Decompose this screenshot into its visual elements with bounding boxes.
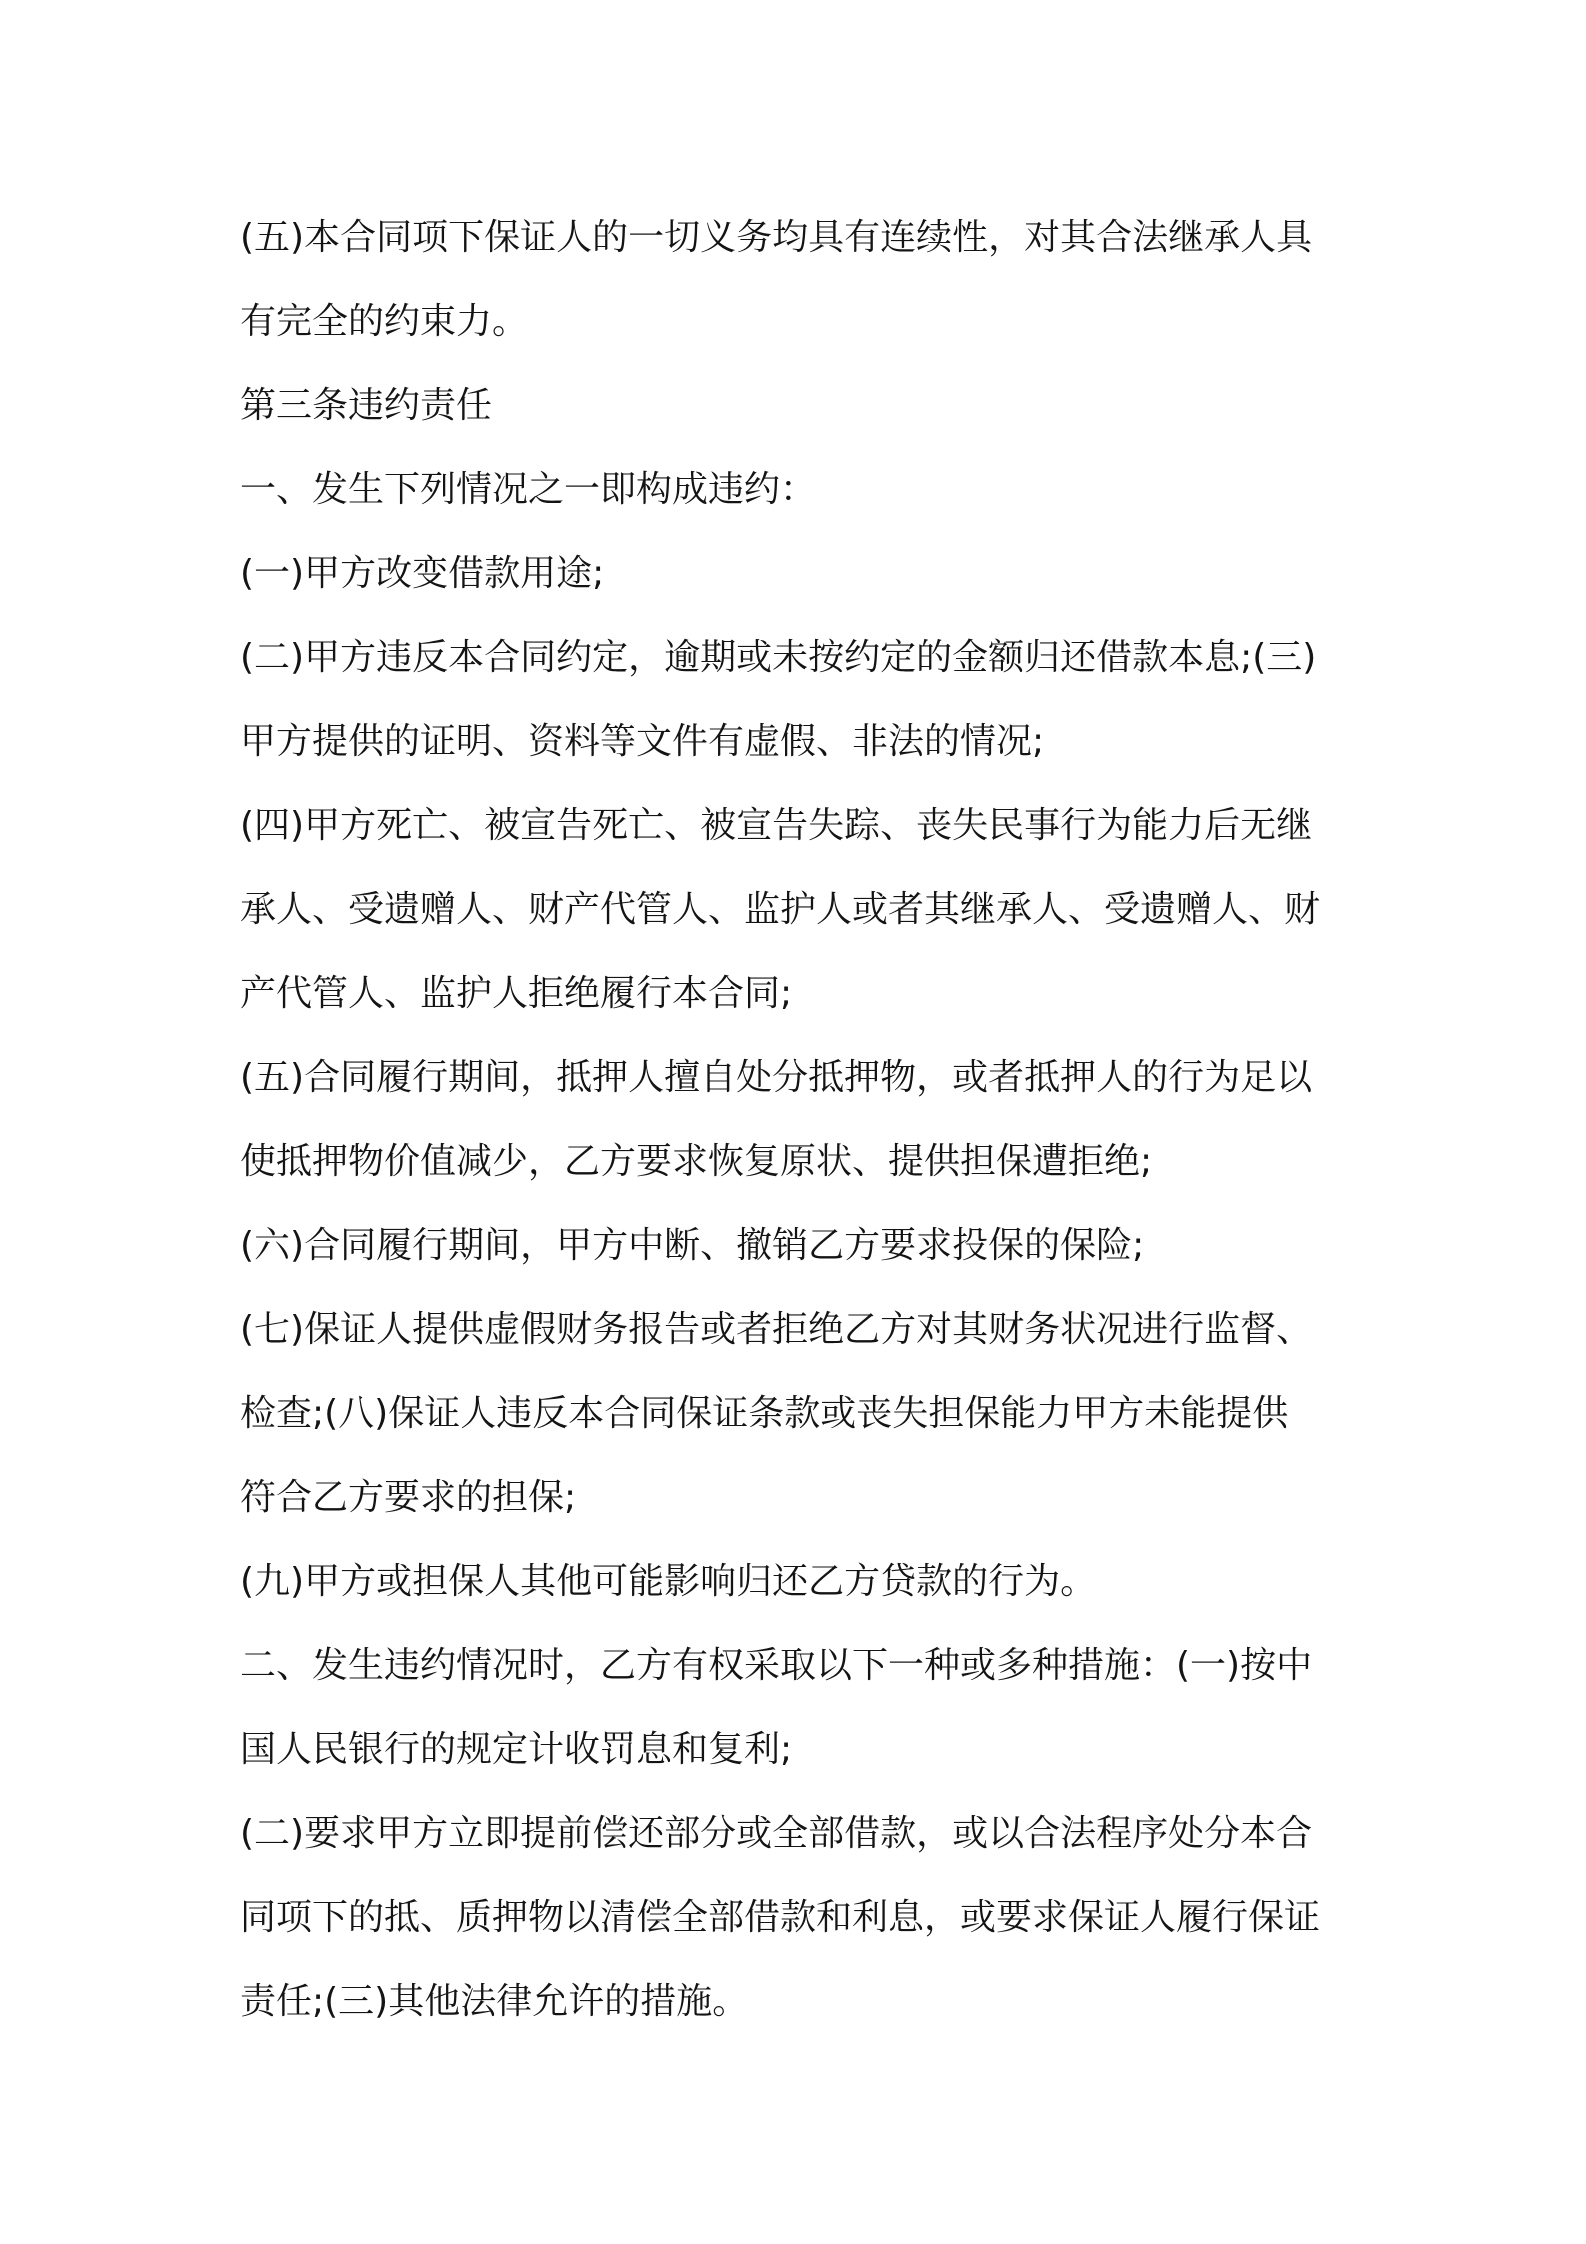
text-line-remedies-intro-2: 国人民银行的规定计收罚息和复利; [240, 1729, 793, 1770]
text-line-remedy-3: 责任;(三)其他法律允许的措施。 [240, 1981, 749, 2022]
text-line-item-9: (九)甲方或担保人其他可能影响归还乙方贷款的行为。 [240, 1561, 1097, 1602]
text-line-guarantor-continuity-1: (五)本合同项下保证人的一切义务均具有连续性，对其合法继承人具 [240, 217, 1313, 258]
contract-text-body [240, 196, 1370, 2044]
text-line-remedy-2-2: 同项下的抵、质押物以清偿全部借款和利息，或要求保证人履行保证 [240, 1897, 1321, 1938]
text-line-remedies-intro-1: 二、发生违约情况时，乙方有权采取以下一种或多种措施：(一)按中 [240, 1645, 1313, 1686]
text-line-remedy-2-1: (二)要求甲方立即提前偿还部分或全部借款，或以合法程序处分本合 [240, 1813, 1313, 1854]
text-line-item-8-1: 检查;(八)保证人违反本合同保证条款或丧失担保能力甲方未能提供 [240, 1393, 1289, 1434]
text-line-item-7: (七)保证人提供虚假财务报告或者拒绝乙方对其财务状况进行监督、 [240, 1309, 1313, 1350]
text-line-item-8-2: 符合乙方要求的担保; [240, 1477, 577, 1518]
text-line-item-5-2: 使抵押物价值减少，乙方要求恢复原状、提供担保遭拒绝; [240, 1141, 1153, 1182]
text-line-breach-conditions-intro: 一、发生下列情况之一即构成违约： [240, 469, 817, 510]
section-heading-breach-liability: 第三条违约责任 [240, 385, 493, 426]
text-line-item-5-1: (五)合同履行期间，抵押人擅自处分抵押物，或者抵押人的行为足以 [240, 1057, 1313, 1098]
text-line-item-4-3: 产代管人、监护人拒绝履行本合同; [240, 973, 793, 1014]
text-line-item-2: (二)甲方违反本合同约定，逾期或未按约定的金额归还借款本息;(三) [240, 637, 1317, 678]
text-line-item-6: (六)合同履行期间，甲方中断、撤销乙方要求投保的保险; [240, 1225, 1145, 1266]
text-line-item-4-1: (四)甲方死亡、被宣告死亡、被宣告失踪、丧失民事行为能力后无继 [240, 805, 1313, 846]
text-line-guarantor-continuity-2: 有完全的约束力。 [240, 301, 529, 342]
text-line-item-1: (一)甲方改变借款用途; [240, 553, 605, 594]
text-line-item-3: 甲方提供的证明、资料等文件有虚假、非法的情况; [240, 721, 1045, 762]
text-line-item-4-2: 承人、受遗赠人、财产代管人、监护人或者其继承人、受遗赠人、财 [240, 889, 1321, 930]
